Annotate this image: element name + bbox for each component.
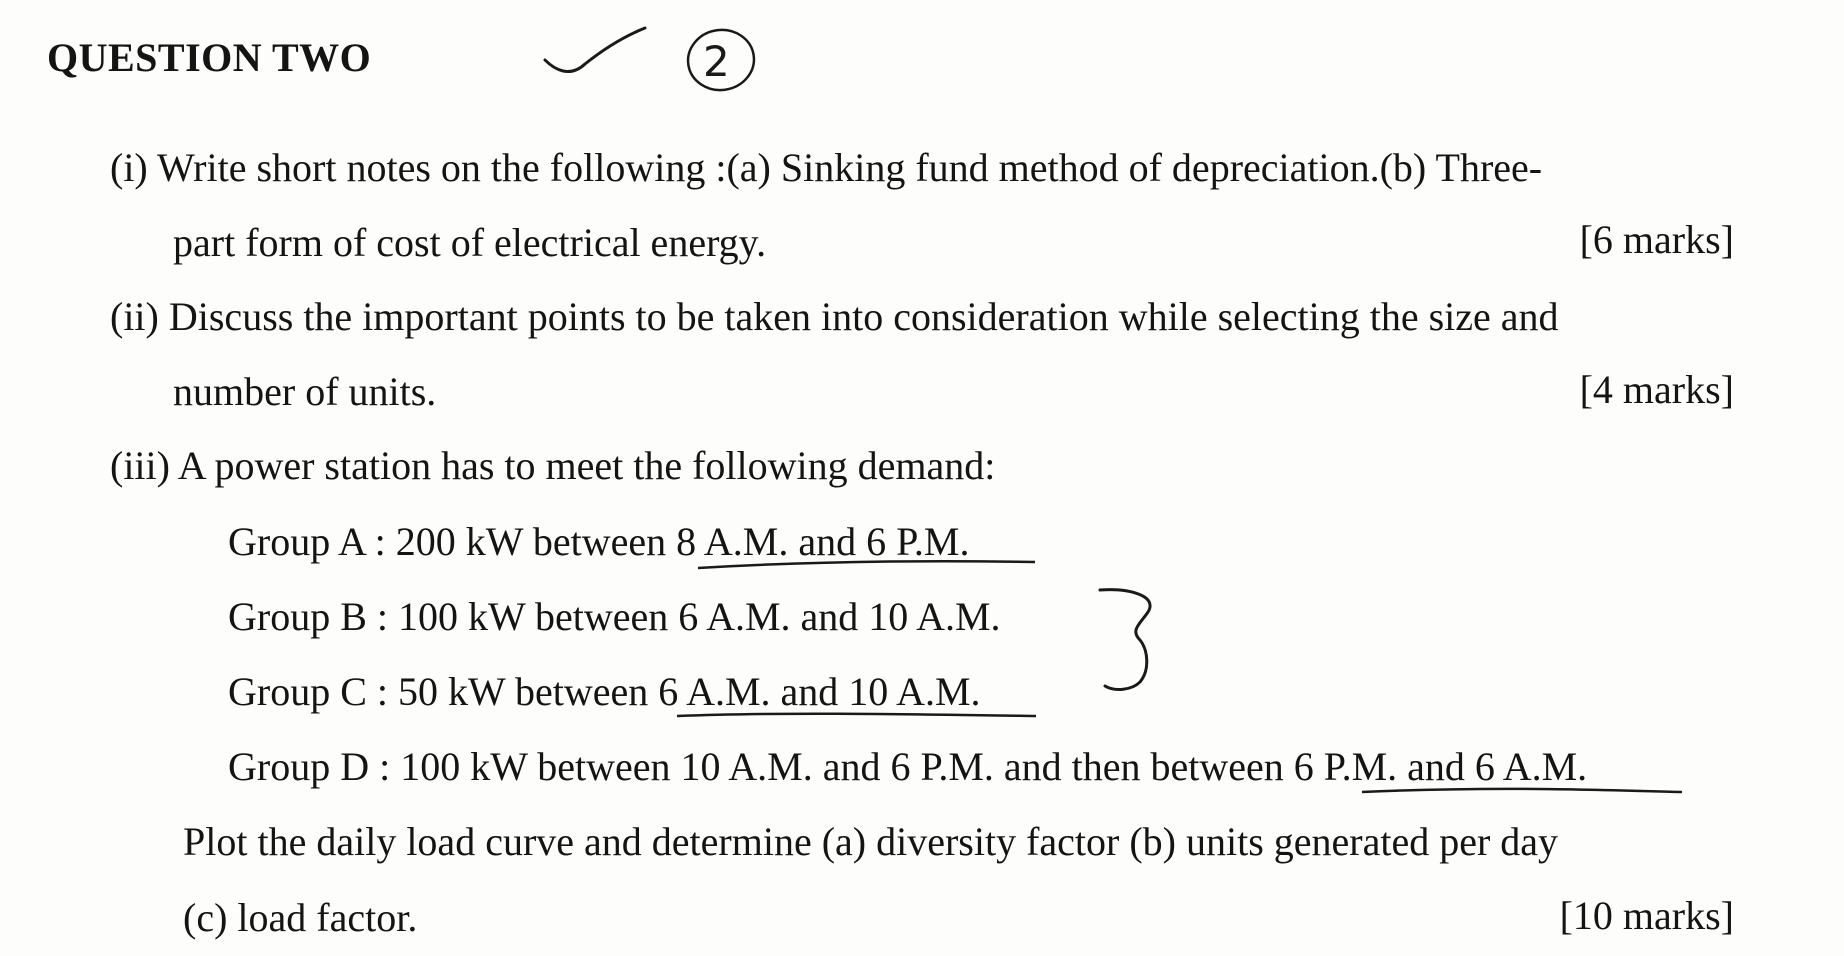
part-i-line-1: (i) Write short notes on the following :(a) Sinking fund method of depreciation.(b) Three-: [110, 145, 1543, 190]
handwritten-brace-icon: [1100, 590, 1150, 690]
circled-number: 2: [703, 37, 730, 86]
group-c-line: Group C : 50 kW between 6 A.M. and 10 A.M.: [228, 669, 981, 714]
part-i-line-2: part form of cost of electrical energy.: [173, 220, 767, 265]
question-heading: QUESTION TWO: [47, 35, 372, 80]
part-iii-task-line-2: (c) load factor.: [183, 895, 418, 940]
part-ii-marks: [4 marks]: [1579, 367, 1734, 412]
part-iii-intro: (iii) A power station has to meet the following demand:: [110, 443, 996, 488]
group-b-line: Group B : 100 kW between 6 A.M. and 10 A.M.: [228, 594, 1001, 639]
part-iii-task-line-1: Plot the daily load curve and determine (a) diversity factor (b) units generated per day: [183, 819, 1559, 864]
tick-mark-icon: [545, 28, 645, 72]
part-ii-line-2: number of units.: [173, 369, 437, 414]
underline-group-d: [1362, 789, 1682, 792]
part-ii-line-1: (ii) Discuss the important points to be taken into consideration while selecting the size and: [110, 294, 1559, 339]
part-i-marks: [6 marks]: [1579, 217, 1734, 262]
underline-group-c: [677, 714, 1036, 716]
group-a-line: Group A : 200 kW between 8 A.M. and 6 P.M.: [228, 519, 970, 564]
group-d-line: Group D : 100 kW between 10 A.M. and 6 P.M. and then between 6 P.M. and 6 A.M.: [228, 744, 1588, 789]
part-iii-marks: [10 marks]: [1559, 893, 1734, 938]
